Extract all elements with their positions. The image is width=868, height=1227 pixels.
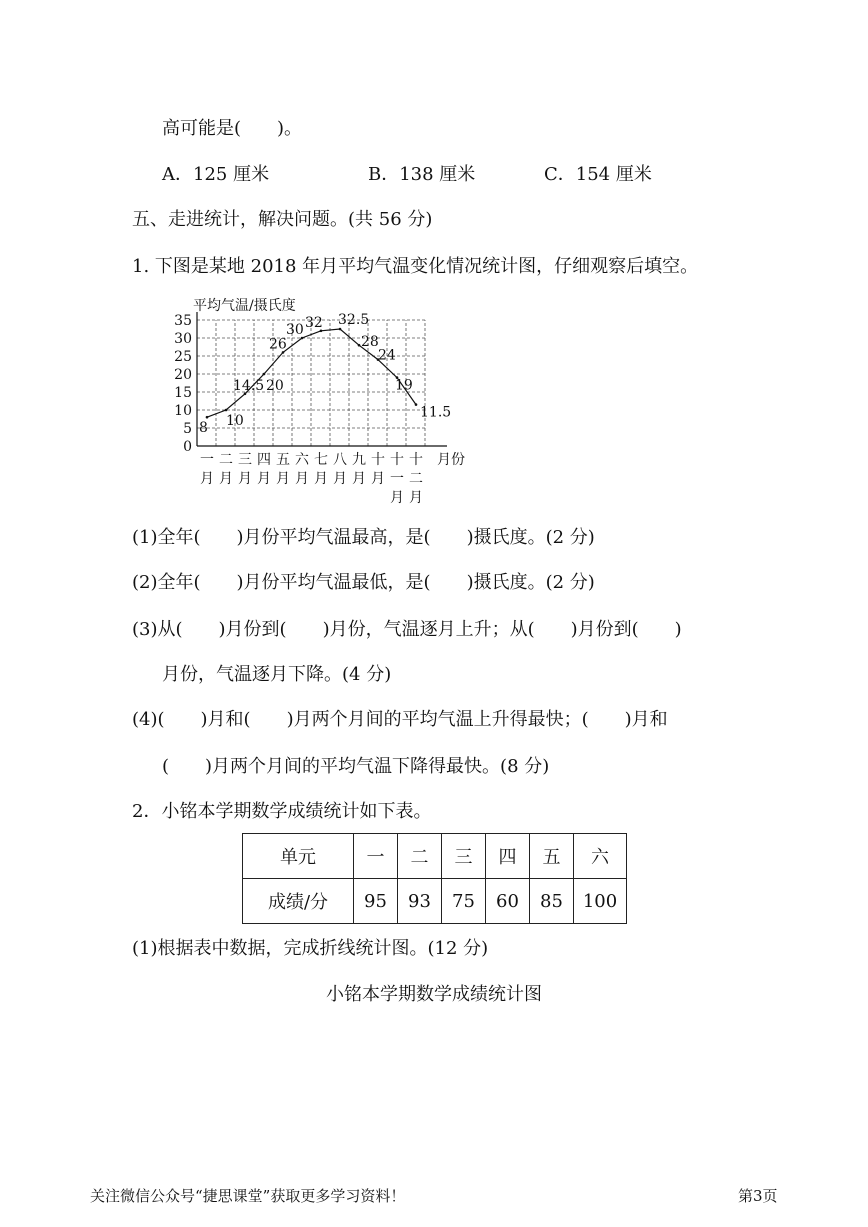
temperature-chart-svg xyxy=(160,290,480,510)
option-c: C．154 厘米 xyxy=(544,164,652,185)
y-tick-label: 25 xyxy=(174,349,192,365)
question-2-intro: 2．小铭本学期数学成绩统计如下表。 xyxy=(132,801,432,822)
x-tick-label: 十 xyxy=(409,452,423,468)
table-cell: 75 xyxy=(442,879,486,924)
table-cell: 二 xyxy=(398,834,442,879)
x-tick-label: 月 xyxy=(200,471,214,487)
data-label: 11.5 xyxy=(420,404,452,421)
x-tick-label: 二 xyxy=(219,452,233,468)
table-cell: 五 xyxy=(530,834,574,879)
question-continuation: 高可能是( )。 xyxy=(162,118,303,139)
table-row xyxy=(243,879,627,924)
y-tick-label: 10 xyxy=(174,403,192,419)
option-b: B．138 厘米 xyxy=(368,164,476,185)
x-tick-label: 一 xyxy=(200,452,214,468)
x-tick-label: 五 xyxy=(276,452,290,468)
x-tick-label: 月 xyxy=(409,490,423,506)
page-number: 第3页 xyxy=(738,1187,778,1205)
data-label: 32 xyxy=(305,314,323,331)
option-a: A．125 厘米 xyxy=(162,164,270,185)
x-tick-label: 十 xyxy=(390,452,404,468)
data-label: 28 xyxy=(361,334,379,351)
table-cell: 三 xyxy=(442,834,486,879)
table-cell: 六 xyxy=(574,834,627,879)
table-cell: 85 xyxy=(530,879,574,924)
y-tick-label: 0 xyxy=(183,439,192,455)
x-tick-label: 八 xyxy=(333,452,347,468)
data-label: 20 xyxy=(266,378,284,394)
x-tick-label: 月 xyxy=(390,490,404,506)
table-cell: 95 xyxy=(354,879,398,924)
x-tick-label: 月 xyxy=(333,471,347,487)
footer-promo: 关注微信公众号“捷思课堂”获取更多学习资料！ xyxy=(90,1187,406,1205)
table-cell: 60 xyxy=(486,879,530,924)
x-tick-label: 四 xyxy=(257,452,271,468)
series-line xyxy=(207,329,416,417)
table-cell: 成绩/分 xyxy=(243,879,354,924)
data-point xyxy=(415,403,418,406)
x-tick-label: 月 xyxy=(219,471,233,487)
data-label: 8 xyxy=(199,420,208,437)
data-label: 10 xyxy=(226,413,244,429)
y-tick-label: 35 xyxy=(174,313,192,329)
x-tick-label: 月 xyxy=(314,471,328,487)
y-tick-label: 15 xyxy=(174,385,192,401)
x-tick-label: 月 xyxy=(295,471,309,487)
data-point xyxy=(206,416,209,419)
table-cell: 93 xyxy=(398,879,442,924)
x-tick-label: 月 xyxy=(238,471,252,487)
data-point xyxy=(225,409,228,412)
question-1-item-4: (4)( )月和( )月两个月间的平均气温上升得最快；( )月和 xyxy=(132,709,668,730)
x-tick-label: 月 xyxy=(276,471,290,487)
x-tick-label: 一 xyxy=(390,471,404,487)
y-axis-label: 平均气温/摄氏度 xyxy=(193,298,296,314)
table-cell: 100 xyxy=(574,879,627,924)
x-tick-label: 月 xyxy=(352,471,366,487)
question-1-item-3: (3)从( )月份到( )月份，气温逐月上升；从( )月份到( ) xyxy=(132,619,682,640)
question-1-item-1: (1)全年( )月份平均气温最高，是( )摄氏度。(2 分) xyxy=(132,527,595,548)
data-label: 30 xyxy=(286,322,304,338)
table-cell: 一 xyxy=(354,834,398,879)
x-tick-label: 七 xyxy=(314,452,328,468)
data-label: 32.5 xyxy=(338,312,370,328)
question-1-intro: 1. 下图是某地 2018 年月平均气温变化情况统计图，仔细观察后填空。 xyxy=(132,256,699,277)
question-1-item-3-cont: 月份，气温逐月下降。(4 分) xyxy=(162,664,392,685)
x-tick-label: 三 xyxy=(238,452,252,468)
question-2-item-1: (1)根据表中数据，完成折线统计图。(12 分) xyxy=(132,938,489,959)
x-tick-label: 月 xyxy=(371,471,385,487)
data-point xyxy=(339,328,342,331)
score-table xyxy=(242,833,627,924)
score-chart-title: 小铭本学期数学成绩统计图 xyxy=(326,984,542,1005)
x-tick-label: 十 xyxy=(371,452,385,468)
y-tick-label: 20 xyxy=(174,367,192,383)
x-tick-label: 月 xyxy=(257,471,271,487)
x-axis-label: 月份 xyxy=(437,452,465,468)
data-point xyxy=(358,344,361,347)
table-cell: 四 xyxy=(486,834,530,879)
data-label: 26 xyxy=(269,336,287,353)
x-tick-label: 六 xyxy=(295,452,309,468)
data-label: 19 xyxy=(395,377,413,394)
y-tick-label: 30 xyxy=(174,331,192,347)
y-tick-label: 5 xyxy=(183,421,192,437)
x-tick-label: 九 xyxy=(352,452,366,468)
data-point xyxy=(263,373,266,376)
table-cell: 单元 xyxy=(243,834,354,879)
question-1-item-2: (2)全年( )月份平均气温最低，是( )摄氏度。(2 分) xyxy=(132,572,595,593)
data-label: 14.5 xyxy=(233,377,265,394)
section-five-heading: 五、走进统计，解决问题。(共 56 分) xyxy=(132,209,433,230)
data-label: 24 xyxy=(378,347,396,364)
x-tick-label: 二 xyxy=(409,471,423,487)
table-row xyxy=(243,834,627,879)
question-1-item-4-cont: ( )月两个月间的平均气温下降得最快。(8 分) xyxy=(162,756,550,777)
temperature-line-chart xyxy=(160,290,480,510)
